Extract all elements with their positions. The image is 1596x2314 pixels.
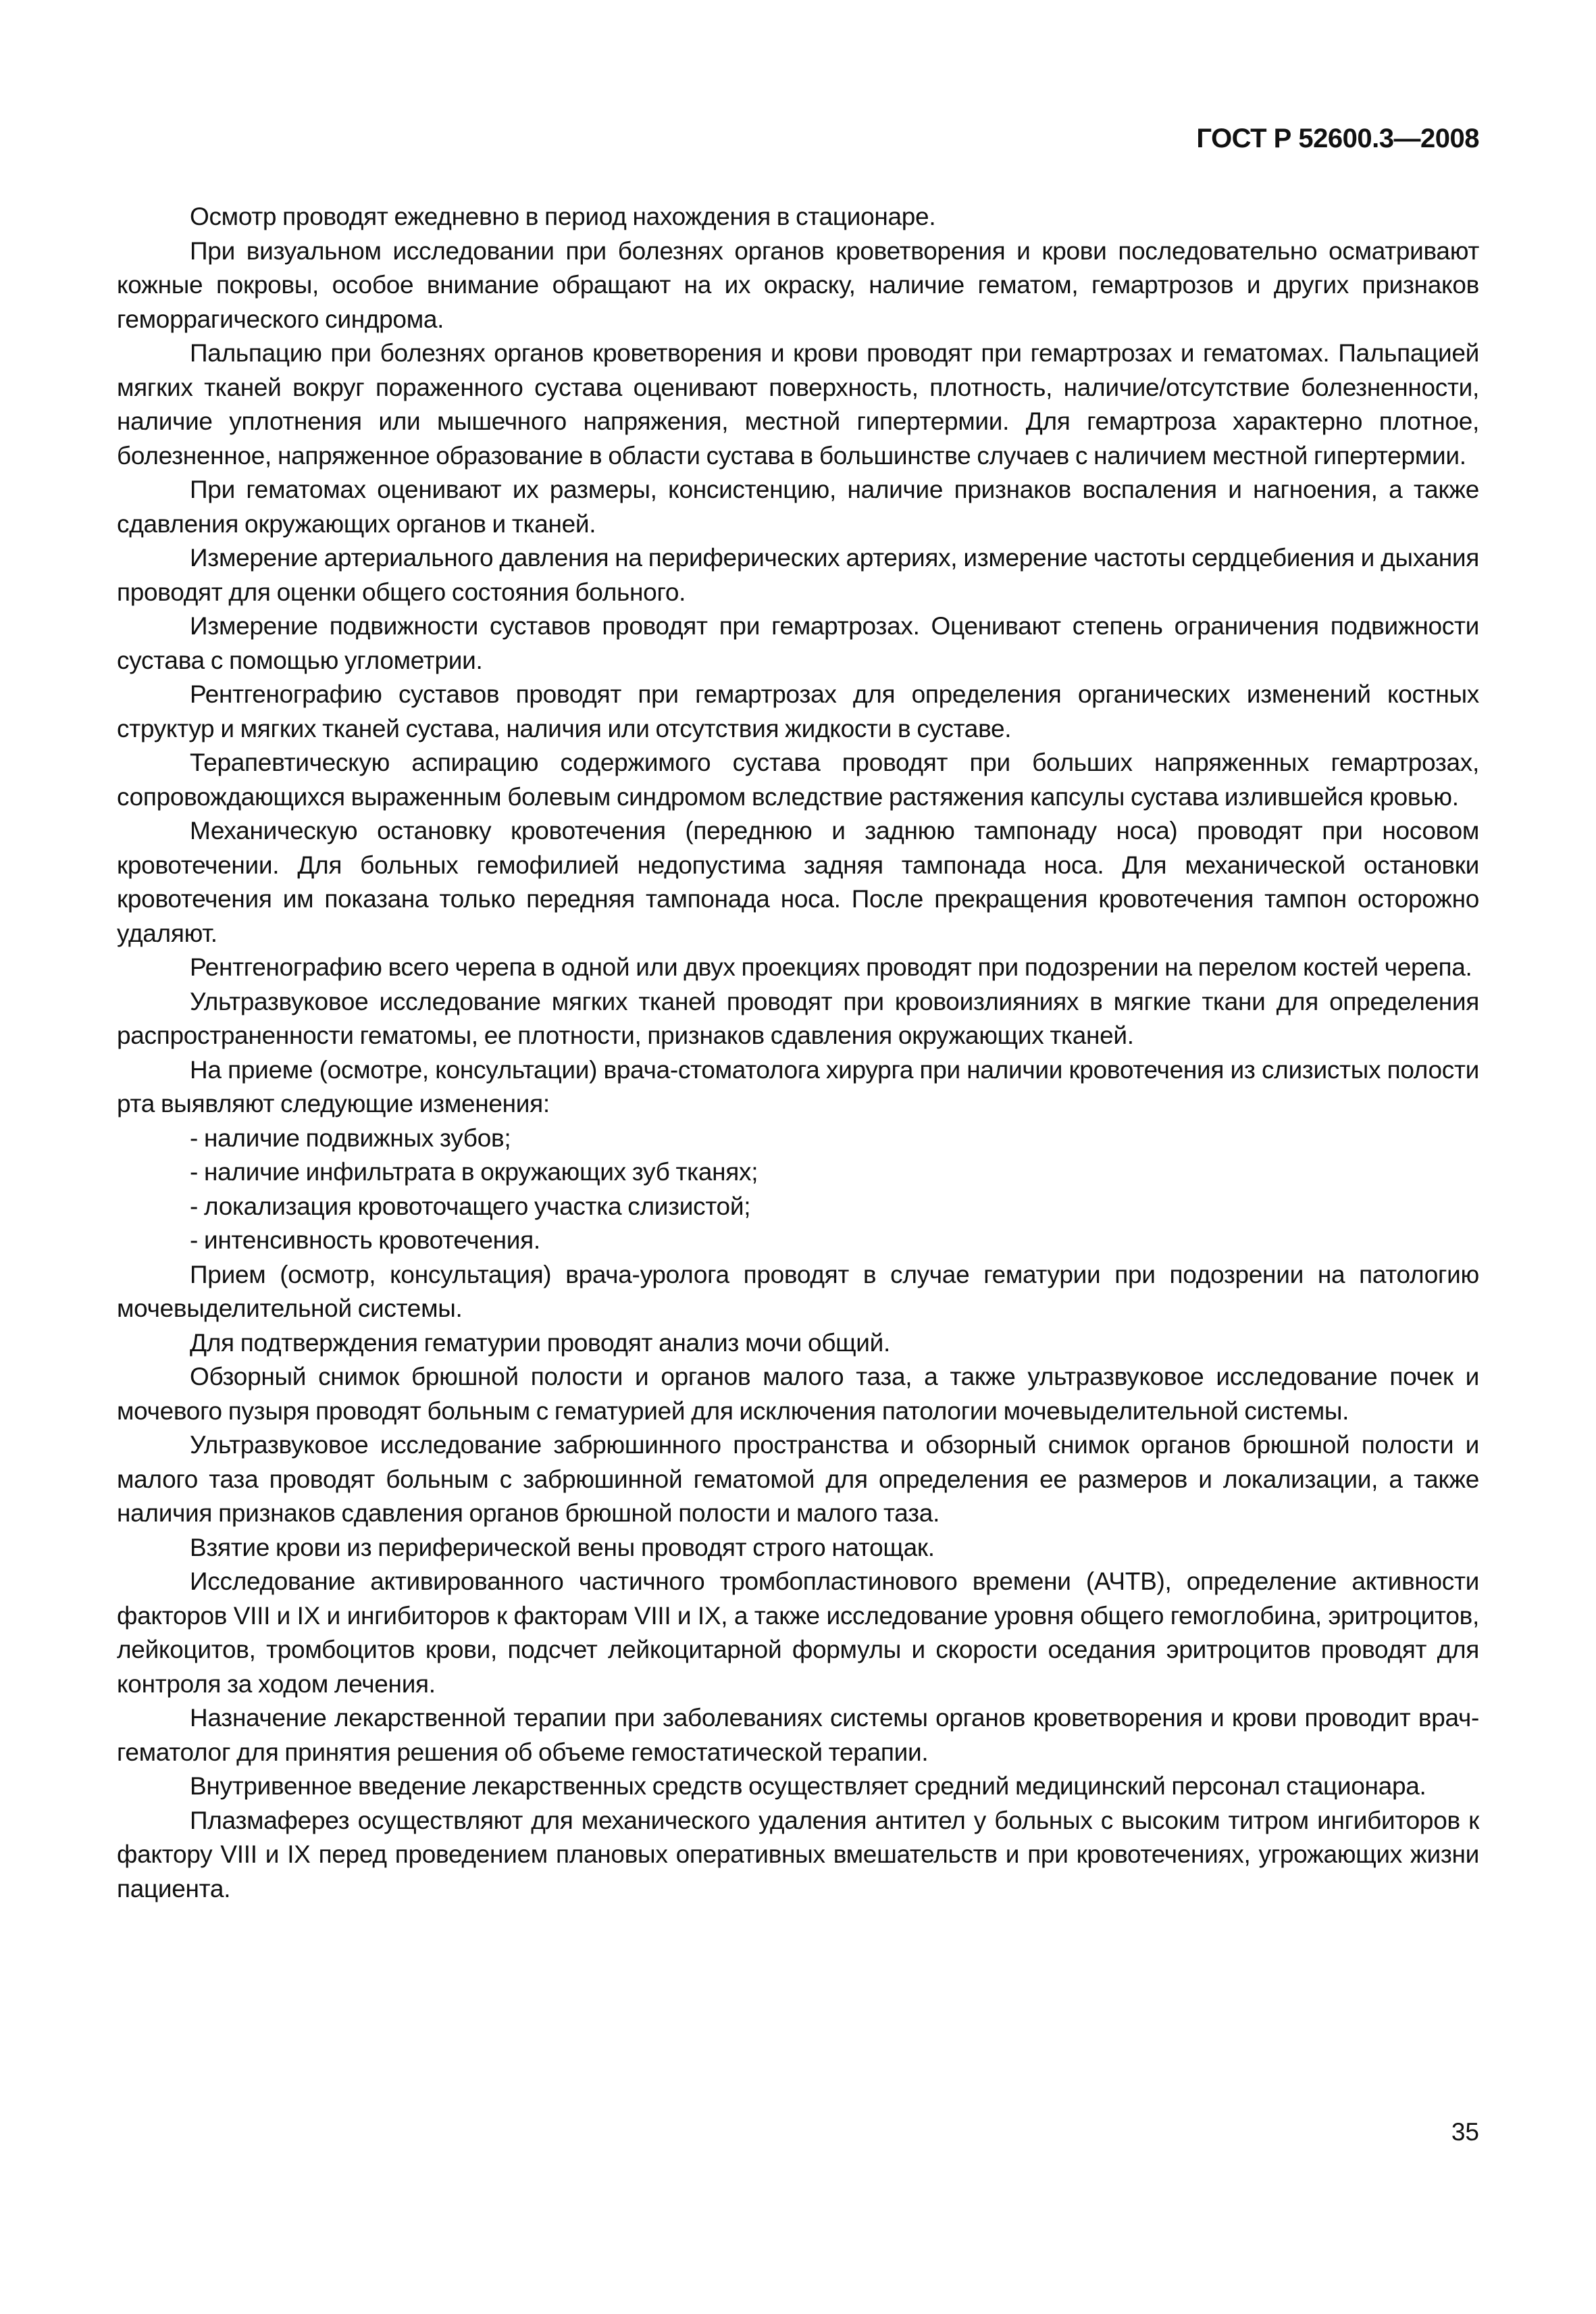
paragraph: Назначение лекарственной терапии при заболеваниях системы органов кроветворения и крови проводит врач-гематолог для принятия решения об объеме гемостатической терапии. [117, 1704, 1479, 1766]
paragraph: Терапевтическую аспирацию содержимого сустава проводят при больших напряженных гемартрозах, сопровождающихся выраженным болевым синдромом вследствие растяжения капсулы сустава излившейся кровью. [117, 749, 1479, 811]
paragraph: Измерение артериального давления на периферических артериях, измерение частоты сердцебиения и дыхания проводят для оценки общего состояния больного. [117, 544, 1479, 606]
body-text [117, 200, 1479, 1906]
paragraph: Механическую остановку кровотечения (переднюю и заднюю тампонаду носа) проводят при носовом кровотечении. Для больных гемофилией недопустима задняя тампонада носа. Для механической остановки кровотечения им показана только передняя тампонада носа. После прекращения кровотечения тампон осторожно удаляют. [117, 817, 1479, 947]
list-item: - локализация кровоточащего участка слизистой; [190, 1192, 751, 1220]
paragraph: При гематомах оценивают их размеры, консистенцию, наличие признаков воспаления и нагноения, а также сдавления окружающих органов и тканей. [117, 476, 1479, 538]
paragraph: Взятие крови из периферической вены проводят строго натощак. [190, 1533, 935, 1561]
paragraph: Ультразвуковое исследование мягких тканей проводят при кровоизлияниях в мягкие ткани для определения распространенности гематомы, ее плотности, признаков сдавления окружающих тканей. [117, 987, 1479, 1049]
paragraph: Прием (осмотр, консультация) врача-уролога проводят в случае гематурии при подозрении на патологию мочевыделительной системы. [117, 1260, 1479, 1322]
paragraph: Осмотр проводят ежедневно в период нахождения в стационаре. [190, 203, 936, 230]
list-item: - интенсивность кровотечения. [190, 1226, 540, 1254]
paragraph: На приеме (осмотре, консультации) врача-стоматолога хирурга при наличии кровотечения из слизистых полости рта выявляют следующие изменения: [117, 1055, 1479, 1117]
paragraph: Рентгенографию суставов проводят при гемартрозах для определения органических изменений костных структур и мягких тканей сустава, наличия или отсутствия жидкости в суставе. [117, 680, 1479, 743]
paragraph: Ультразвуковое исследование забрюшинного пространства и обзорный снимок органов брюшной полости и малого таза проводят больным с забрюшинной гематомой для определения ее размеров и локализации, а также наличия признаков сдавления органов брюшной полости и малого таза. [117, 1431, 1479, 1527]
paragraph: Рентгенографию всего черепа в одной или двух проекциях проводят при подозрении на перелом костей черепа. [190, 953, 1472, 981]
paragraph: Внутривенное введение лекарственных средств осуществляет средний медицинский персонал стационара. [190, 1772, 1426, 1800]
paragraph: Для подтверждения гематурии проводят анализ мочи общий. [190, 1328, 891, 1357]
paragraph: Пальпацию при болезнях органов кроветворения и крови проводят при гемартрозах и гематомах. Пальпацией мягких тканей вокруг пораженного сустава оценивают поверхность, плотность, наличие/отсутствие болезненности, наличие уплотнения или мышечного напряжения, местной гипертермии. Для гемартроза характерно плотное, болезненное, напряженное образование в области сустава в большинстве случаев с наличием местной гипертермии. [117, 339, 1479, 470]
list-item: - наличие инфильтрата в окружающих зуб тканях; [190, 1158, 758, 1186]
list-item: - наличие подвижных зубов; [190, 1124, 511, 1152]
paragraph: Обзорный снимок брюшной полости и органов малого таза, а также ультразвуковое исследование почек и мочевого пузыря проводят больным с гематурией для исключения патологии мочевыделительной системы. [117, 1363, 1479, 1425]
paragraph: Исследование активированного частичного тромбопластинового времени (АЧТВ), определение активности факторов VIII и IX и ингибиторов к факторам VIII и IX, а также исследование уровня общего гемоглобина, эритроцитов, лейкоцитов, тромбоцитов крови, подсчет лейкоцитарной формулы и скорости оседания эритроцитов проводят для контроля за ходом лечения. [117, 1567, 1479, 1698]
paragraph: Плазмаферез осуществляют для механического удаления антител у больных с высоким титром ингибиторов к фактору VIII и IX перед проведением плановых оперативных вмешательств и при кровотечениях, угрожающих жизни пациента. [117, 1806, 1479, 1903]
standard-header: ГОСТ Р 52600.3—2008 [1196, 124, 1479, 153]
paragraph: При визуальном исследовании при болезнях органов кроветворения и крови последовательно осматривают кожные покровы, особое внимание обращают на их окраску, наличие гематом, гемартрозов и других признаков геморрагического синдрома. [117, 236, 1479, 333]
paragraph: Измерение подвижности суставов проводят при гемартрозах. Оценивают степень ограничения подвижности сустава с помощью углометрии. [117, 612, 1479, 674]
page-number: 35 [1451, 2118, 1479, 2146]
